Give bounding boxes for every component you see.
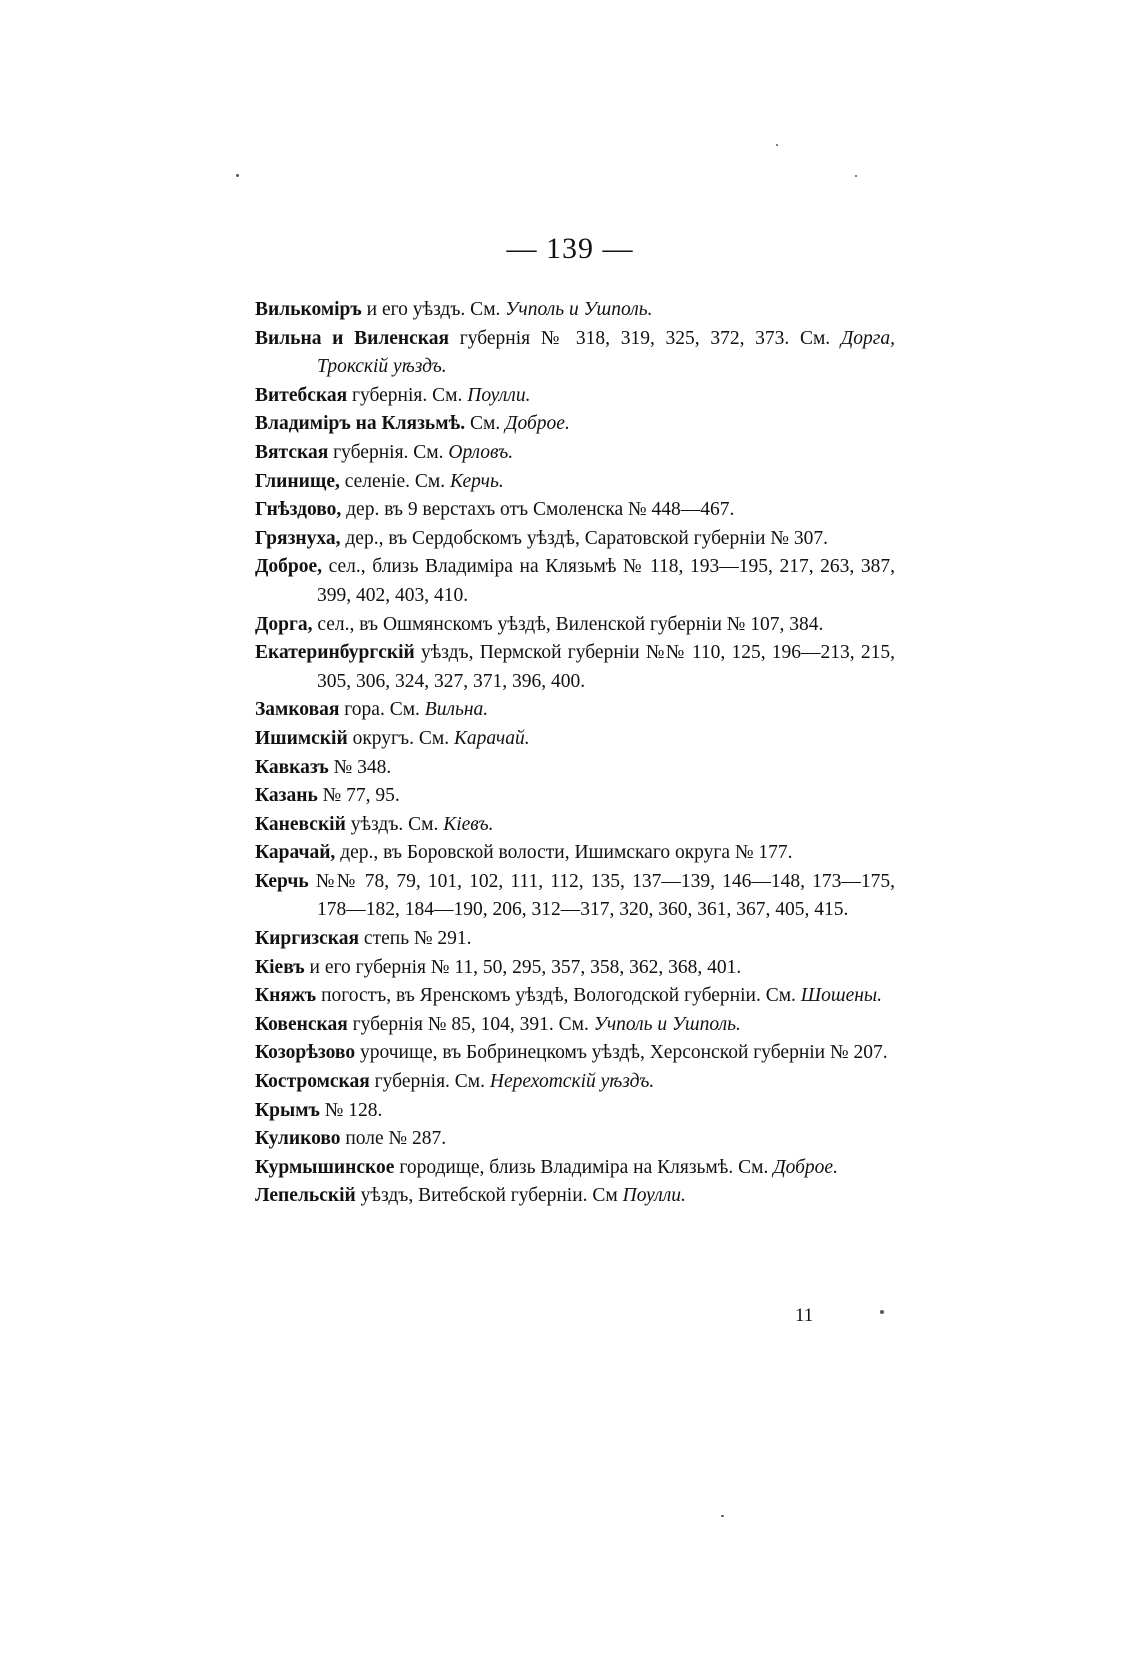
index-entry (255, 553, 895, 610)
index-entry (255, 982, 895, 1011)
signature-mark: 11 (795, 1305, 814, 1326)
entry-text: дер. въ 9 верстахъ отъ Смоленска № 448—467. (341, 499, 735, 521)
entry-text: сел., въ Ошмянскомъ уѣздѣ, Виленской губерніи № 107, 384. (312, 613, 824, 635)
entry-text: губернія. См. (347, 384, 468, 406)
entry-reference: Учполь и Ушполь. (505, 299, 653, 320)
index-entry (255, 1068, 895, 1097)
scan-speck (236, 174, 239, 177)
index-entry (255, 410, 895, 439)
entry-reference: Керчь. (450, 470, 504, 492)
entry-term: Вятская (255, 441, 329, 463)
entry-term: Владиміръ на Клязьмѣ. (255, 413, 466, 435)
entry-term: Грязнуха, (255, 527, 341, 549)
entry-term: Казань (255, 785, 318, 807)
entry-text: См. (465, 413, 506, 435)
index-entry (255, 1011, 895, 1040)
entry-term: Крымъ (255, 1099, 320, 1121)
index-entry (255, 1097, 895, 1126)
index-entry (255, 325, 895, 382)
entry-term: Замковая (255, 699, 340, 721)
entry-term: Кавказъ (255, 756, 329, 778)
index-entry (255, 696, 895, 725)
index-entry (255, 782, 895, 811)
entry-term: Доброе, (255, 556, 323, 578)
entry-term: Витебская (255, 384, 348, 406)
entry-reference: Доброе. (505, 413, 570, 435)
index-entry (255, 296, 895, 325)
entry-text: гора. См. (339, 699, 425, 721)
index-entry (255, 811, 895, 840)
entry-text: № 348. (328, 756, 392, 778)
entry-reference: Дорга, Трокскій уѣздъ. (317, 327, 895, 378)
entry-text: погостъ, въ Яренскомъ уѣздѣ, Вологодской губерніи. См. (316, 985, 801, 1007)
entry-reference: Доброе. (773, 1156, 838, 1178)
entry-term: Костромская (255, 1071, 370, 1093)
page-number: — 139 — (506, 232, 634, 265)
index-list (255, 296, 895, 1211)
entry-term: Ковенская (255, 1013, 348, 1035)
entry-text: городище, близь Владиміра на Клязьмѣ. См. (394, 1156, 774, 1178)
index-entry (255, 1182, 895, 1211)
scan-speck (776, 144, 778, 146)
entry-reference: Вильна. (424, 699, 489, 721)
entry-text: уѣздъ. См. (345, 813, 444, 835)
entry-text: и его губернія № 11, 50, 295, 357, 358, 362, 368, 401. (304, 956, 742, 978)
entry-term: Глинище, (255, 470, 340, 492)
entry-term: Керчь (255, 870, 309, 892)
index-entry (255, 868, 895, 925)
scan-speck (880, 1310, 884, 1314)
index-entry (255, 954, 895, 983)
index-entry (255, 1154, 895, 1183)
entry-text: округъ. См. (347, 727, 454, 749)
index-entry (255, 611, 895, 640)
index-entry (255, 382, 895, 411)
entry-reference: Шошены. (800, 985, 883, 1007)
index-entry (255, 439, 895, 468)
entry-text: губернія. См. (328, 441, 449, 463)
entry-term: Куликово (255, 1128, 341, 1150)
entry-text: дер., въ Сердобскомъ уѣздѣ, Саратовской губерніи № 307. (340, 527, 828, 549)
entry-text: урочище, въ Бобринецкомъ уѣздѣ, Херсонской губерніи № 207. (355, 1042, 888, 1064)
entry-term: Киргизская (255, 928, 360, 950)
entry-term: Лепельскій (255, 1185, 356, 1207)
entry-text: губернія. См. (369, 1071, 490, 1093)
entry-reference: Поулли. (467, 384, 531, 406)
entry-term: Гнѣздово, (255, 499, 342, 521)
entry-term: Екатеринбургскій (255, 642, 415, 664)
entry-term: Каневскій (255, 813, 346, 835)
entry-reference: Поулли. (622, 1185, 686, 1207)
entry-text: губернія № 318, 319, 325, 372, 373. См. (449, 327, 841, 349)
index-entry (255, 639, 895, 696)
entry-term: Кіевъ (255, 956, 305, 978)
index-entry (255, 1039, 895, 1068)
index-entry (255, 925, 895, 954)
entry-reference: Учполь и Ушполь. (593, 1013, 741, 1035)
entry-text: селеніе. См. (339, 470, 451, 492)
index-entry (255, 525, 895, 554)
index-entry (255, 468, 895, 497)
entry-text: уѣздъ, Пермской губерніи №№ 110, 125, 196—213, 215, 305, 306, 324, 327, 371, 396, 400. (317, 642, 895, 692)
entry-text: № 77, 95. (317, 785, 400, 807)
entry-text: сел., близь Владиміра на Клязьмѣ № 118, 193—195, 217, 263, 387, 399, 402, 403, 410. (317, 556, 895, 606)
scan-speck (721, 1515, 724, 1517)
index-entry (255, 725, 895, 754)
entry-term: Вильна и Виленская (255, 327, 450, 349)
entry-reference: Орловъ. (448, 441, 514, 463)
index-entry (255, 839, 895, 868)
entry-reference: Нерехотскій уѣздъ. (489, 1071, 655, 1093)
entry-reference: Карачай. (453, 727, 530, 749)
entry-reference: Кіевъ. (443, 813, 494, 835)
entry-term: Вилькоміръ (255, 299, 362, 320)
entry-text: №№ 78, 79, 101, 102, 111, 112, 135, 137—139, 146—148, 173—175, 178—182, 184—190, 206, 312—317, 320, 360, 361, 367, 405, 415. (308, 870, 895, 921)
entry-term: Ишимскій (255, 727, 348, 749)
entry-term: Княжъ (255, 985, 317, 1007)
entry-text: и его уѣздъ. См. (361, 299, 506, 320)
entry-text: поле № 287. (340, 1128, 447, 1150)
index-entry (255, 1125, 895, 1154)
index-entry (255, 754, 895, 783)
entry-text: степь № 291. (359, 928, 472, 950)
entry-text: уѣздъ, Витебской губерніи. См (355, 1185, 623, 1207)
entry-text: № 128. (319, 1099, 383, 1121)
entry-term: Курмышинское (255, 1156, 395, 1178)
entry-term: Дорга, (255, 613, 313, 635)
entry-term: Козорѣзово (255, 1042, 356, 1064)
entry-term: Карачай, (255, 842, 336, 864)
entry-text: губернія № 85, 104, 391. См. (347, 1013, 594, 1035)
index-entry (255, 496, 895, 525)
scan-speck (855, 175, 857, 177)
entry-text: дер., въ Боровской волости, Ишимскаго округа № 177. (335, 842, 793, 864)
